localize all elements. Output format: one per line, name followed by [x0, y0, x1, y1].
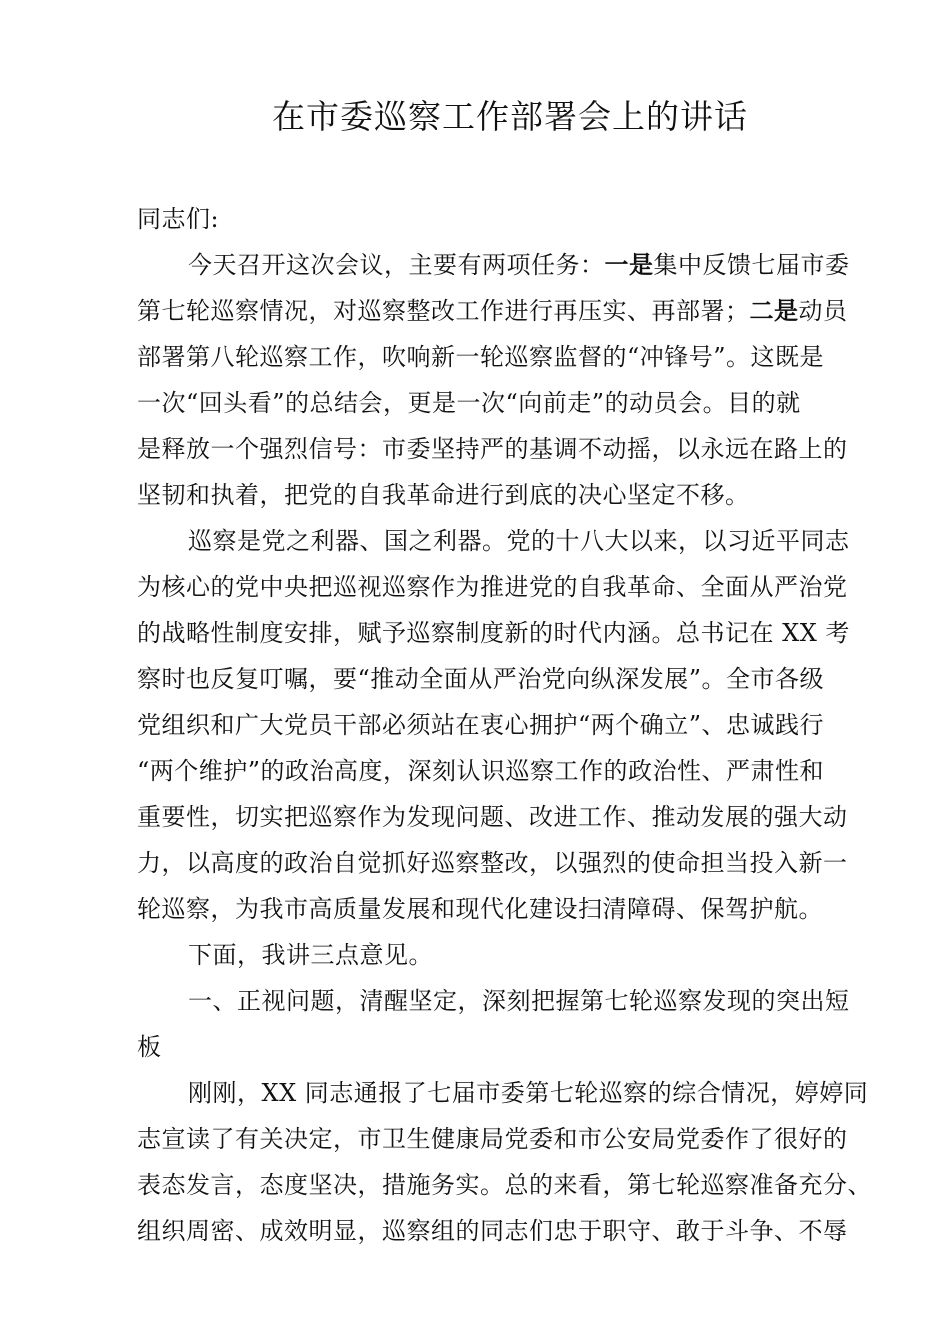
text-run: 集中反馈七届市委	[653, 251, 850, 279]
paragraph-line: 轮巡察，为我市高质量发展和现代化建设扫清障碍、保驾护航。	[137, 895, 823, 923]
section-heading: 一、正视问题，清醒坚定，深刻把握第七轮巡察发现的突出短	[188, 987, 850, 1015]
document-title: 在市委巡察工作部署会上的讲话	[272, 97, 748, 136]
paragraph-line: 部署第八轮巡察工作，吹响新一轮巡察监督的“冲锋号”。这既是	[137, 343, 825, 371]
text-run: 今天召开这次会议，主要有两项任务：	[188, 251, 605, 279]
paragraph-line: 党组织和广大党员干部必须站在衷心拥护“两个确立”、忠诚践行	[137, 711, 825, 739]
paragraph-line: 重要性，切实把巡察作为发现问题、改进工作、推动发展的强大动	[137, 803, 848, 831]
paragraph-line: 一次“回头看”的总结会，更是一次“向前走”的动员会。目的就	[137, 389, 801, 417]
paragraph-line: 察时也反复叮嘱，要“推动全面从严治党向纵深发展”。全市各级	[137, 665, 825, 693]
salutation: 同志们:	[137, 205, 220, 233]
section-heading: 板	[137, 1033, 162, 1061]
paragraph-line: 是释放一个强烈信号：市委坚持严的基调不动摇，以永远在路上的	[137, 435, 848, 463]
paragraph-line: 为核心的党中央把巡视巡察作为推进党的自我革命、全面从严治党	[137, 573, 848, 601]
paragraph-line: 志宣读了有关决定，市卫生健康局党委和市公安局党委作了很好的	[137, 1125, 848, 1153]
paragraph-line: 组织周密、成效明显，巡察组的同志们忠于职守、敢于斗争、不辱	[137, 1217, 848, 1245]
paragraph-line: “两个维护”的政治高度，深刻认识巡察工作的政治性、严肃性和	[137, 757, 825, 785]
paragraph-line	[137, 242, 885, 288]
bold-marker: 二是	[749, 296, 799, 325]
document-body	[137, 196, 885, 1254]
paragraph-line: 的战略性制度安排，赋予巡察制度新的时代内涵。总书记在 XX 考	[137, 619, 850, 647]
paragraph-line: 下面，我讲三点意见。	[188, 941, 433, 969]
paragraph-line: 巡察是党之利器、国之利器。党的十八大以来，以习近平同志	[188, 527, 850, 555]
paragraph-line: 表态发言，态度坚决，措施务实。总的来看，第七轮巡察准备充分、	[137, 1171, 872, 1199]
paragraph-line: 刚刚，XX 同志通报了七届市委第七轮巡察的综合情况，婷婷同	[188, 1079, 869, 1107]
paragraph-line: 力，以高度的政治自觉抓好巡察整改，以强烈的使命担当投入新一	[137, 849, 848, 877]
text-run: 动员	[798, 297, 848, 325]
text-run: 第七轮巡察情况，对巡察整改工作进行再压实、再部署；	[137, 297, 750, 325]
paragraph-line	[137, 288, 885, 334]
paragraph-line: 坚韧和执着，把党的自我革命进行到底的决心坚定不移。	[137, 481, 750, 509]
bold-marker: 一是	[604, 250, 654, 279]
